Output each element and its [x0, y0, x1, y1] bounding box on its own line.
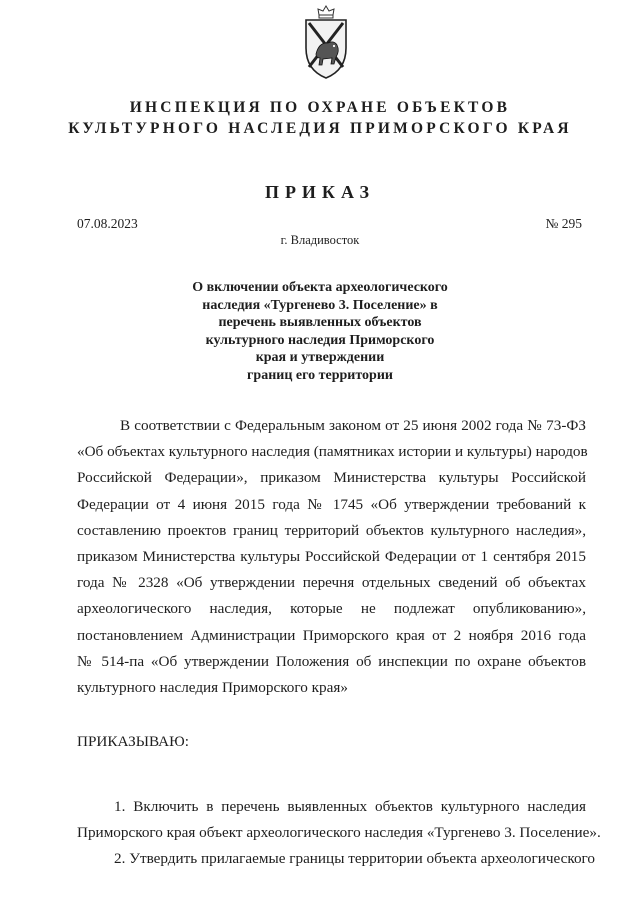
primorsky-krai-coat-of-arms-icon	[303, 4, 349, 82]
subject-line: О включении объекта археологического	[192, 280, 448, 295]
order-directive-word: ПРИКАЗЫВАЮ:	[77, 733, 189, 750]
subject-line: границ его территории	[247, 367, 393, 383]
preamble-line: постановлением Администрации Приморского края от 2 ноября 2016 года	[77, 626, 586, 644]
preamble-line: приказом Министерства культуры Российской Федерации от 1 сентября 2015	[77, 547, 586, 565]
preamble-line: Российской Федерации», приказом Министерства культуры Российской	[77, 469, 586, 487]
order-city: г. Владивосток	[280, 233, 360, 247]
order-number: № 295	[545, 216, 582, 231]
organization-name-line-1: ИНСПЕКЦИЯ ПО ОХРАНЕ ОБЪЕКТОВ	[129, 99, 511, 116]
order-item-line: 2. Утвердить прилагаемые границы территории объекта археологического	[114, 850, 595, 868]
preamble-line: В соответствии с Федеральным законом от 25 июня 2002 года № 73-ФЗ	[120, 417, 586, 434]
preamble-line: культурного наследия Приморского края»	[77, 678, 348, 696]
organization-name-line-2: КУЛЬТУРНОГО НАСЛЕДИЯ ПРИМОРСКОГО КРАЯ	[68, 120, 572, 137]
order-item-line: 1. Включить в перечень выявленных объектов культурного наследия	[114, 798, 586, 815]
preamble-line: Федерации от 4 июня 2015 года № 1745 «Об утверждении требований к	[77, 495, 586, 513]
order-subject	[150, 279, 490, 385]
subject-line: перечень выявленных объектов	[218, 315, 422, 331]
subject-line: культурного наследия Приморского	[205, 332, 435, 348]
preamble-line: года № 2328 «Об утверждении перечня отдельных сведений об объектах	[77, 574, 586, 592]
preamble-line: составлению проектов границ территорий объектов культурного наследия»,	[77, 521, 586, 539]
subject-line: края и утверждении	[255, 350, 385, 366]
order-date: 07.08.2023	[77, 216, 138, 231]
order-item-line: Приморского края объект археологического наследия «Тургенево 3. Поселение».	[77, 824, 601, 842]
preamble-line: «Об объектах культурного наследия (памятниках истории и культуры) народов	[77, 443, 588, 461]
document-type-title: ПРИКАЗ	[264, 182, 376, 202]
preamble-line: археологического наследия, которые не подлежат опубликованию»,	[77, 600, 586, 618]
subject-line: наследия «Тургенево 3. Поселение» в	[202, 297, 438, 313]
preamble-paragraph	[77, 413, 586, 701]
preamble-line: № 514-па «Об утверждении Положения об инспекции по охране объектов	[77, 652, 586, 670]
order-items	[77, 794, 601, 873]
